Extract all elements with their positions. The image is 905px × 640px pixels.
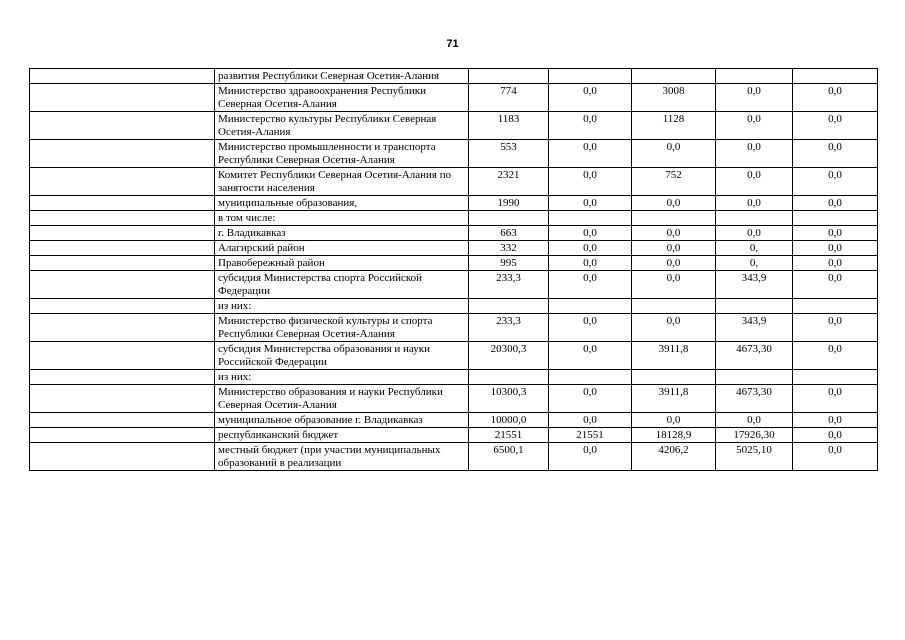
value-cell: 6500,1 [469,443,549,471]
row-name-cell: субсидия Министерства образования и науки Российской Федерации [215,342,469,370]
value-cell: 0,0 [793,413,878,428]
row-name-cell: Комитет Республики Северная Осетия-Алания по занятости населения [215,168,469,196]
value-cell: 0,0 [549,314,632,342]
table-row [30,241,878,256]
value-cell: 0,0 [793,342,878,370]
value-cell: 0,0 [549,84,632,112]
row-name-cell: из них: [215,370,469,385]
row-name-cell: муниципальные образования, [215,196,469,211]
page-number: 71 [446,38,459,50]
table-row [30,428,878,443]
table-row [30,112,878,140]
value-cell: 0,0 [793,196,878,211]
value-cell [469,299,549,314]
value-cell [549,299,632,314]
table-cell-blank [30,443,215,471]
value-cell: 0,0 [716,168,793,196]
table-cell-blank [30,299,215,314]
value-cell: 0,0 [549,168,632,196]
value-cell: 0,0 [549,385,632,413]
value-cell: 0,0 [549,241,632,256]
value-cell [549,69,632,84]
value-cell [716,299,793,314]
table-cell-blank [30,370,215,385]
value-cell: 0,0 [632,413,716,428]
value-cell: 0,0 [549,271,632,299]
value-cell: 21551 [469,428,549,443]
table-row [30,370,878,385]
value-cell: 0,0 [549,413,632,428]
table-cell-blank [30,241,215,256]
value-cell: 553 [469,140,549,168]
value-cell: 0,0 [716,196,793,211]
table-row [30,84,878,112]
value-cell: 663 [469,226,549,241]
value-cell: 0,0 [549,196,632,211]
table-row [30,271,878,299]
value-cell: 4673,30 [716,385,793,413]
table-row [30,140,878,168]
table-cell-blank [30,256,215,271]
table-cell-blank [30,140,215,168]
row-name-cell: субсидия Министерства спорта Российской Федерации [215,271,469,299]
table-cell-blank [30,84,215,112]
value-cell: 752 [632,168,716,196]
table-cell-blank [30,314,215,342]
value-cell [793,211,878,226]
value-cell: 0,0 [793,226,878,241]
value-cell: 5025,10 [716,443,793,471]
value-cell: 0,0 [632,196,716,211]
value-cell: 0,0 [632,271,716,299]
value-cell [632,69,716,84]
table-cell-blank [30,342,215,370]
value-cell: 0,0 [793,241,878,256]
table-cell-blank [30,69,215,84]
value-cell: 4673,30 [716,342,793,370]
table-cell-blank [30,271,215,299]
value-cell: 774 [469,84,549,112]
value-cell: 3911,8 [632,342,716,370]
table-row [30,385,878,413]
value-cell: 0,0 [549,112,632,140]
value-cell [632,211,716,226]
value-cell: 0,0 [549,342,632,370]
value-cell [469,370,549,385]
row-name-cell: республиканский бюджет [215,428,469,443]
row-name-cell: местный бюджет (при участии муниципальных образований в реализации [215,443,469,471]
table-cell-blank [30,196,215,211]
value-cell: 343,9 [716,314,793,342]
row-name-cell: Министерство образования и науки Республики Северная Осетия-Алания [215,385,469,413]
value-cell: 2321 [469,168,549,196]
value-cell: 0,0 [716,226,793,241]
value-cell: 0,0 [549,140,632,168]
value-cell [632,299,716,314]
row-name-cell: Правобережный район [215,256,469,271]
value-cell: 343,9 [716,271,793,299]
value-cell [549,211,632,226]
table-cell-blank [30,226,215,241]
row-name-cell: Министерство здравоохранения Республики Северная Осетия-Алания [215,84,469,112]
table-cell-blank [30,211,215,226]
table-row [30,69,878,84]
value-cell: 10000,0 [469,413,549,428]
value-cell: 0,0 [632,256,716,271]
value-cell [716,370,793,385]
table-row [30,342,878,370]
value-cell: 3008 [632,84,716,112]
table-row [30,443,878,471]
value-cell: 20300,3 [469,342,549,370]
value-cell: 332 [469,241,549,256]
value-cell: 0, [716,241,793,256]
value-cell: 1128 [632,112,716,140]
value-cell: 995 [469,256,549,271]
value-cell: 1183 [469,112,549,140]
value-cell: 1990 [469,196,549,211]
value-cell [716,69,793,84]
value-cell: 10300,3 [469,385,549,413]
row-name-cell: Министерство промышленности и транспорта Республики Северная Осетия-Алания [215,140,469,168]
table-row [30,299,878,314]
value-cell: 0,0 [793,168,878,196]
value-cell [632,370,716,385]
value-cell: 233,3 [469,314,549,342]
table-cell-blank [30,112,215,140]
table-cell-blank [30,168,215,196]
value-cell: 0,0 [632,226,716,241]
value-cell: 0,0 [716,140,793,168]
value-cell: 0,0 [793,385,878,413]
table-row [30,413,878,428]
value-cell: 0,0 [793,428,878,443]
row-name-cell: Министерство физической культуры и спорта Республики Северная Осетия-Алания [215,314,469,342]
value-cell: 0, [716,256,793,271]
value-cell: 0,0 [793,256,878,271]
value-cell: 3911,8 [632,385,716,413]
value-cell: 0,0 [793,84,878,112]
value-cell: 0,0 [549,256,632,271]
value-cell [793,299,878,314]
table-cell-blank [30,428,215,443]
table-row [30,226,878,241]
value-cell: 17926,30 [716,428,793,443]
value-cell: 0,0 [716,112,793,140]
value-cell [793,69,878,84]
table-cell-blank [30,385,215,413]
row-name-cell: муниципальное образование г. Владикавказ [215,413,469,428]
value-cell: 0,0 [793,443,878,471]
row-name-cell: Алагирский район [215,241,469,256]
row-name-cell: развития Республики Северная Осетия-Алания [215,69,469,84]
row-name-cell: из них: [215,299,469,314]
budget-table [29,68,878,471]
value-cell: 21551 [549,428,632,443]
table-cell-blank [30,413,215,428]
value-cell: 0,0 [793,314,878,342]
value-cell: 0,0 [632,140,716,168]
value-cell: 0,0 [716,84,793,112]
value-cell [469,69,549,84]
value-cell: 4206,2 [632,443,716,471]
value-cell [793,370,878,385]
value-cell: 0,0 [632,314,716,342]
value-cell: 0,0 [632,241,716,256]
row-name-cell: Министерство культуры Республики Северная Осетия-Алания [215,112,469,140]
table-row [30,211,878,226]
value-cell [716,211,793,226]
table-row [30,256,878,271]
row-name-cell: в том числе: [215,211,469,226]
table-row [30,168,878,196]
table-row [30,314,878,342]
value-cell [549,370,632,385]
value-cell: 0,0 [716,413,793,428]
value-cell [469,211,549,226]
value-cell: 0,0 [793,271,878,299]
row-name-cell: г. Владикавказ [215,226,469,241]
value-cell: 0,0 [549,226,632,241]
value-cell: 0,0 [793,112,878,140]
table-row [30,196,878,211]
value-cell: 0,0 [549,443,632,471]
value-cell: 233,3 [469,271,549,299]
value-cell: 0,0 [793,140,878,168]
value-cell: 18128,9 [632,428,716,443]
